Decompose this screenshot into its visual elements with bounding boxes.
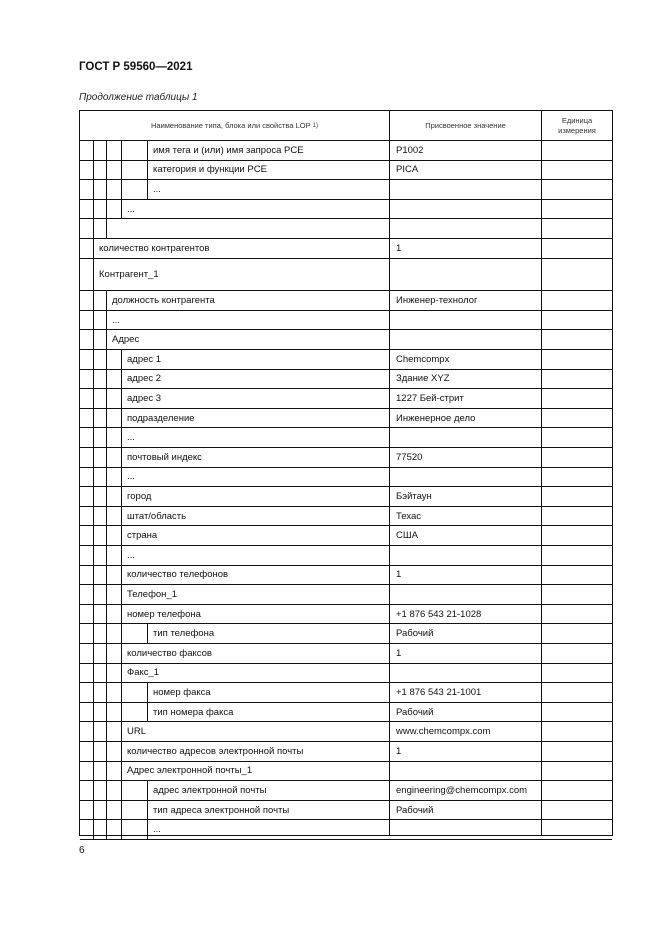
indent-line bbox=[121, 526, 122, 545]
indent-line bbox=[121, 350, 122, 369]
table-header bbox=[80, 111, 612, 141]
row-value: +1 876 543 21-1028 bbox=[396, 608, 482, 620]
row-name: ... bbox=[127, 549, 135, 561]
row-name: адрес 2 bbox=[127, 373, 162, 385]
table-row bbox=[80, 350, 612, 370]
row-name: количество телефонов bbox=[127, 569, 229, 581]
table-row bbox=[80, 389, 612, 409]
indent-line bbox=[106, 141, 107, 160]
table-row bbox=[80, 409, 612, 429]
table-row bbox=[80, 161, 612, 181]
indent-line bbox=[93, 644, 94, 663]
row-name: адрес электронной почты bbox=[153, 784, 267, 796]
row-value: engineering@chemcompx.com bbox=[396, 784, 528, 796]
indent-line bbox=[106, 644, 107, 663]
row-value: Рабочий bbox=[396, 804, 434, 816]
row-name: тип адреса электронной почты bbox=[153, 804, 290, 816]
indent-line bbox=[121, 762, 122, 781]
indent-line bbox=[106, 722, 107, 741]
table-row bbox=[80, 624, 612, 644]
row-name: количество факсов bbox=[127, 647, 212, 659]
indent-line bbox=[106, 762, 107, 781]
indent-line bbox=[121, 683, 122, 702]
row-value: 1 bbox=[396, 647, 402, 659]
page-number: 6 bbox=[79, 845, 85, 856]
indent-line bbox=[121, 428, 122, 447]
indent-line bbox=[147, 624, 148, 643]
indent-line bbox=[106, 468, 107, 487]
indent-line bbox=[121, 468, 122, 487]
indent-line bbox=[121, 605, 122, 624]
indent-line bbox=[93, 219, 94, 238]
header-name-text: Наименование типа, блока или свойства LOP bbox=[150, 120, 311, 130]
indent-line bbox=[93, 742, 94, 761]
indent-line bbox=[93, 683, 94, 702]
indent-line bbox=[121, 644, 122, 663]
table-row bbox=[80, 605, 612, 625]
indent-line bbox=[106, 546, 107, 565]
table-row bbox=[80, 507, 612, 527]
indent-line bbox=[147, 801, 148, 820]
indent-line bbox=[121, 781, 122, 800]
row-value: www.chemcompx.com bbox=[396, 726, 491, 738]
indent-line bbox=[93, 448, 94, 467]
indent-line bbox=[121, 722, 122, 741]
indent-line bbox=[147, 781, 148, 800]
indent-line bbox=[106, 664, 107, 683]
row-name: должность контрагента bbox=[112, 294, 215, 306]
table-row bbox=[80, 644, 612, 664]
properties-table bbox=[79, 110, 613, 836]
indent-line bbox=[121, 180, 122, 199]
row-value: Рабочий bbox=[396, 628, 434, 640]
indent-line bbox=[93, 389, 94, 408]
table-row bbox=[80, 219, 612, 239]
indent-line bbox=[93, 526, 94, 545]
indent-line bbox=[93, 311, 94, 330]
indent-line bbox=[106, 180, 107, 199]
table-row bbox=[80, 820, 612, 840]
indent-line bbox=[106, 389, 107, 408]
indent-line bbox=[106, 200, 107, 219]
standard-number: ГОСТ Р 59560—2021 bbox=[79, 61, 193, 73]
indent-line bbox=[93, 605, 94, 624]
row-name: Адрес электронной почты_1 bbox=[127, 765, 253, 777]
row-name: Телефон_1 bbox=[127, 588, 177, 600]
indent-line bbox=[93, 507, 94, 526]
table-row bbox=[80, 291, 612, 311]
table-caption: Продолжение таблицы 1 bbox=[79, 92, 198, 103]
row-name: количество контрагентов bbox=[99, 242, 210, 254]
indent-line bbox=[93, 664, 94, 683]
indent-line bbox=[106, 683, 107, 702]
indent-line bbox=[93, 624, 94, 643]
row-name: город bbox=[127, 490, 152, 502]
indent-line bbox=[106, 487, 107, 506]
indent-line bbox=[106, 161, 107, 180]
indent-line bbox=[106, 370, 107, 389]
indent-line bbox=[106, 291, 107, 310]
row-name: Факс_1 bbox=[127, 667, 160, 679]
row-value: 1227 Бей-стрит bbox=[396, 392, 464, 404]
table-row bbox=[80, 585, 612, 605]
indent-line bbox=[93, 820, 94, 839]
indent-line bbox=[106, 801, 107, 820]
indent-line bbox=[93, 350, 94, 369]
indent-line bbox=[106, 703, 107, 722]
indent-line bbox=[147, 161, 148, 180]
row-name: ... bbox=[153, 183, 161, 195]
row-value: 1 bbox=[396, 242, 402, 254]
table-row bbox=[80, 487, 612, 507]
table-row bbox=[80, 141, 612, 161]
indent-line bbox=[93, 428, 94, 447]
table-row bbox=[80, 526, 612, 546]
indent-line bbox=[121, 703, 122, 722]
row-value: Техас bbox=[396, 510, 422, 522]
indent-line bbox=[93, 370, 94, 389]
row-name: ... bbox=[127, 432, 135, 444]
header-unit-line2: измерения bbox=[558, 125, 596, 135]
header-name bbox=[80, 111, 389, 140]
table-row bbox=[80, 742, 612, 762]
indent-line bbox=[93, 180, 94, 199]
indent-line bbox=[106, 350, 107, 369]
table-row bbox=[80, 428, 612, 448]
indent-line bbox=[93, 566, 94, 585]
indent-line bbox=[121, 507, 122, 526]
table-row bbox=[80, 781, 612, 801]
indent-line bbox=[93, 762, 94, 781]
indent-line bbox=[121, 370, 122, 389]
indent-line bbox=[121, 566, 122, 585]
indent-line bbox=[93, 468, 94, 487]
row-value: Инженерное дело bbox=[396, 412, 476, 424]
row-name: ... bbox=[127, 203, 135, 215]
row-value: США bbox=[396, 530, 418, 542]
row-name: почтовый индекс bbox=[127, 451, 202, 463]
row-name: тип номера факса bbox=[153, 706, 234, 718]
row-value: 77520 bbox=[396, 451, 423, 463]
indent-line bbox=[106, 742, 107, 761]
row-value: +1 876 543 21-1001 bbox=[396, 686, 482, 698]
table-row bbox=[80, 448, 612, 468]
indent-line bbox=[93, 487, 94, 506]
indent-line bbox=[93, 585, 94, 604]
indent-line bbox=[93, 703, 94, 722]
indent-line bbox=[106, 566, 107, 585]
row-name: ... bbox=[112, 314, 120, 326]
row-name: номер телефона bbox=[127, 608, 201, 620]
indent-line bbox=[93, 722, 94, 741]
indent-line bbox=[106, 526, 107, 545]
indent-line bbox=[93, 200, 94, 219]
table-row bbox=[80, 722, 612, 742]
indent-line bbox=[93, 161, 94, 180]
row-value: PICA bbox=[396, 164, 419, 176]
indent-line bbox=[106, 585, 107, 604]
row-value: 1 bbox=[396, 745, 402, 757]
row-name: страна bbox=[127, 530, 158, 542]
table-row bbox=[80, 259, 612, 292]
indent-line bbox=[121, 820, 122, 839]
indent-line bbox=[121, 200, 122, 219]
table-row bbox=[80, 703, 612, 723]
indent-line bbox=[106, 624, 107, 643]
row-value: Бэйтаун bbox=[396, 490, 432, 502]
indent-line bbox=[147, 141, 148, 160]
indent-line bbox=[93, 330, 94, 349]
row-value: 1 bbox=[396, 569, 402, 581]
row-name: категория и функции PCE bbox=[153, 164, 267, 176]
row-name: Контрагент_1 bbox=[99, 268, 159, 280]
table-row bbox=[80, 180, 612, 200]
indent-line bbox=[106, 448, 107, 467]
table-row bbox=[80, 311, 612, 331]
indent-line bbox=[147, 703, 148, 722]
table-row bbox=[80, 683, 612, 703]
indent-line bbox=[106, 781, 107, 800]
indent-line bbox=[121, 546, 122, 565]
table-row bbox=[80, 762, 612, 782]
footnote-mark: 1) bbox=[312, 122, 319, 129]
table-row bbox=[80, 239, 612, 259]
indent-line bbox=[147, 820, 148, 839]
row-name: Адрес bbox=[112, 334, 140, 346]
indent-line bbox=[121, 389, 122, 408]
indent-line bbox=[93, 259, 94, 291]
header-value: Присвоенное значение bbox=[425, 120, 506, 130]
indent-line bbox=[106, 330, 107, 349]
indent-line bbox=[106, 428, 107, 447]
indent-line bbox=[106, 507, 107, 526]
row-name: адрес 1 bbox=[127, 353, 162, 365]
row-name: URL bbox=[127, 726, 147, 738]
row-value: P1002 bbox=[396, 144, 424, 156]
row-value: Рабочий bbox=[396, 706, 434, 718]
indent-line bbox=[121, 801, 122, 820]
indent-line bbox=[121, 161, 122, 180]
row-name: штат/область bbox=[127, 510, 187, 522]
table-row bbox=[80, 801, 612, 821]
indent-line bbox=[93, 546, 94, 565]
indent-line bbox=[121, 409, 122, 428]
table-row bbox=[80, 200, 612, 220]
row-name: количество адресов электронной почты bbox=[127, 745, 304, 757]
row-name: тип телефона bbox=[153, 628, 215, 640]
row-value: Инженер-технолог bbox=[396, 294, 478, 306]
indent-line bbox=[93, 291, 94, 310]
table-row bbox=[80, 370, 612, 390]
indent-line bbox=[93, 801, 94, 820]
indent-line bbox=[121, 487, 122, 506]
row-name: номер факса bbox=[153, 686, 211, 698]
row-name: ... bbox=[127, 471, 135, 483]
header-unit-line1: Единица bbox=[561, 115, 593, 125]
indent-line bbox=[147, 683, 148, 702]
indent-line bbox=[93, 781, 94, 800]
indent-line bbox=[106, 605, 107, 624]
row-name: ... bbox=[153, 824, 161, 836]
table-row bbox=[80, 546, 612, 566]
table-row bbox=[80, 330, 612, 350]
indent-line bbox=[106, 311, 107, 330]
indent-line bbox=[121, 664, 122, 683]
indent-line bbox=[106, 820, 107, 839]
indent-line bbox=[121, 624, 122, 643]
indent-line bbox=[106, 409, 107, 428]
row-name: подразделение bbox=[127, 412, 195, 424]
indent-line bbox=[121, 742, 122, 761]
indent-line bbox=[121, 585, 122, 604]
row-name: имя тега и (или) имя запроса PCE bbox=[153, 144, 304, 156]
row-name: адрес 3 bbox=[127, 392, 162, 404]
table-row bbox=[80, 566, 612, 586]
indent-line bbox=[93, 141, 94, 160]
header-unit bbox=[542, 111, 612, 140]
indent-line bbox=[147, 180, 148, 199]
indent-line bbox=[121, 141, 122, 160]
row-value: Chemcompx bbox=[396, 353, 450, 365]
table-row bbox=[80, 468, 612, 488]
indent-line bbox=[106, 219, 107, 238]
indent-line bbox=[93, 239, 94, 258]
row-value: Здание XYZ bbox=[396, 373, 450, 385]
indent-line bbox=[121, 448, 122, 467]
indent-line bbox=[93, 409, 94, 428]
table-row bbox=[80, 664, 612, 684]
